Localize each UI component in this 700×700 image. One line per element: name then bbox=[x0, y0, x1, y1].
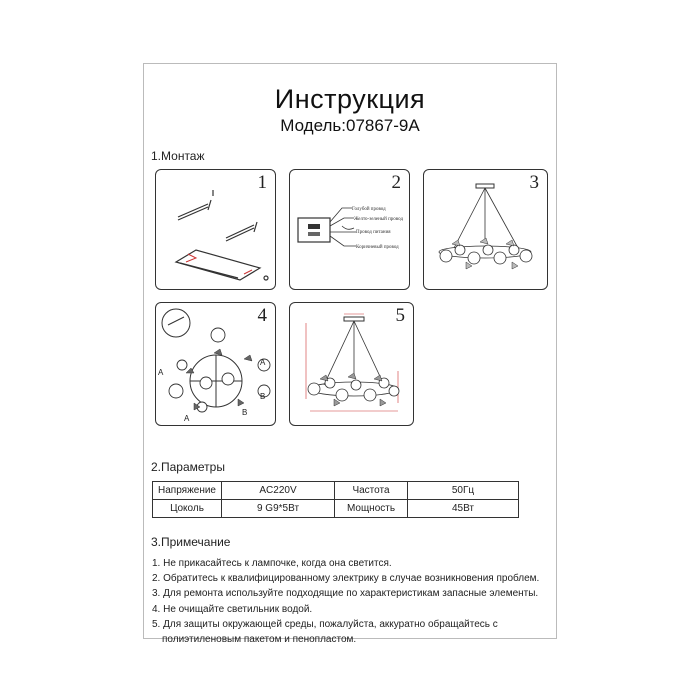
list-item: полиэтиленовым пакетом и пенопластом. bbox=[162, 634, 357, 646]
param-label-voltage: Напряжение bbox=[153, 482, 222, 500]
step-number: 3 bbox=[529, 172, 539, 193]
wire-label-brown: Коричневый провод bbox=[356, 245, 399, 250]
list-item: 1. Не прикасайтесь к лампочке, когда она светится. bbox=[152, 558, 392, 569]
list-item: 4. Не очищайте светильник водой. bbox=[152, 603, 313, 615]
model-number: Модель:07867-9A bbox=[280, 116, 420, 135]
part-letter: A bbox=[184, 414, 190, 423]
param-value-frequency: 50Гц bbox=[408, 482, 519, 500]
page-title: Инструкция bbox=[274, 84, 426, 114]
part-letter: A bbox=[260, 358, 266, 367]
table-row bbox=[153, 482, 519, 500]
param-label-frequency: Частота bbox=[335, 482, 408, 500]
wiring-diagram bbox=[290, 170, 410, 290]
step-number: 4 bbox=[257, 305, 267, 326]
param-value-power: 45Вт bbox=[408, 500, 519, 518]
wire-label-blue: Голубой провод bbox=[352, 207, 386, 212]
mount-step-1-panel bbox=[155, 169, 276, 290]
param-label-power: Мощность bbox=[335, 500, 408, 518]
instruction-sheet bbox=[143, 63, 557, 646]
mount-step-3-panel bbox=[423, 169, 548, 290]
param-value-socket: 9 G9*5Вт bbox=[222, 500, 335, 518]
param-value-voltage: AC220V bbox=[222, 482, 335, 500]
step-number: 1 bbox=[257, 172, 267, 193]
bracket-mounting-diagram bbox=[156, 170, 276, 290]
mount-step-5-panel bbox=[289, 302, 414, 426]
assembled-chandelier-diagram bbox=[424, 170, 548, 290]
param-label-socket: Цоколь bbox=[153, 500, 222, 518]
parameters-table bbox=[152, 481, 519, 518]
section-mount-heading: 1.Монтаж bbox=[151, 149, 205, 163]
part-letter: A bbox=[158, 368, 164, 377]
part-letter: B bbox=[260, 392, 266, 401]
section-params-heading: 2.Параметры bbox=[151, 460, 225, 474]
wire-label-yellow-green: Желто-зеленый провод bbox=[354, 217, 403, 222]
part-letter: B bbox=[242, 408, 248, 417]
list-item: 2. Обратитесь к квалифицированному электрику в случае возникновения проблем. bbox=[152, 573, 540, 585]
step-number: 5 bbox=[395, 305, 405, 326]
wire-label-power: Провод питания bbox=[356, 230, 391, 235]
notes-list bbox=[152, 556, 539, 647]
lamp-installation-diagram bbox=[156, 303, 276, 426]
step-number: 2 bbox=[391, 172, 401, 193]
section-notes-heading: 3.Примечание bbox=[151, 535, 231, 549]
table-row bbox=[153, 500, 519, 518]
mount-step-2-panel bbox=[289, 169, 410, 290]
list-item: 3. Для ремонта используйте подходящие по характеристикам запасные элементы. bbox=[152, 588, 539, 600]
list-item: 5. Для защиты окружающей среды, пожалуйста, аккуратно обращайтесь с bbox=[152, 618, 498, 630]
dimension-diagram bbox=[290, 303, 414, 426]
mount-step-4-panel bbox=[155, 302, 276, 426]
